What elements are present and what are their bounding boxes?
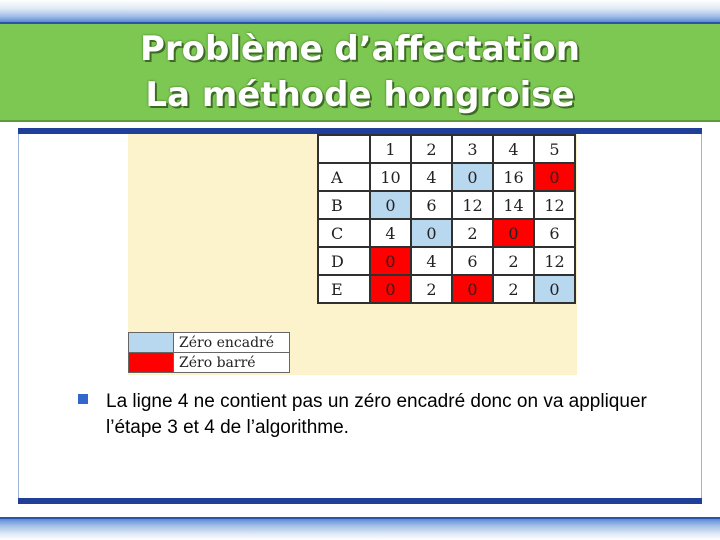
matrix-cell: 0 — [452, 163, 493, 191]
matrix-header-row — [318, 135, 575, 163]
matrix-row — [318, 163, 575, 191]
matrix-cell: 12 — [534, 247, 575, 275]
matrix-cell: 0 — [370, 191, 411, 219]
matrix-cell: 6 — [534, 219, 575, 247]
matrix-corner-cell — [318, 135, 370, 163]
column-header: 3 — [452, 135, 493, 163]
bullet-square-icon — [78, 394, 88, 404]
matrix-row — [318, 247, 575, 275]
content-frame-bottom-border — [18, 498, 702, 504]
matrix-cell: 2 — [493, 247, 534, 275]
title-band — [0, 24, 720, 122]
matrix-cell: 0 — [534, 275, 575, 303]
legend-swatch — [129, 333, 174, 353]
legend-swatch — [129, 353, 174, 373]
slide-title-line-2: La méthode hongroise — [145, 75, 575, 115]
row-header: D — [318, 247, 370, 275]
matrix-cell: 6 — [411, 191, 452, 219]
matrix-cell: 0 — [370, 275, 411, 303]
matrix-cell: 0 — [370, 247, 411, 275]
column-header: 4 — [493, 135, 534, 163]
matrix-cell: 4 — [411, 163, 452, 191]
matrix-cell: 6 — [452, 247, 493, 275]
column-header: 1 — [370, 135, 411, 163]
matrix-cell: 12 — [452, 191, 493, 219]
matrix-cell: 10 — [370, 163, 411, 191]
matrix-row — [318, 275, 575, 303]
matrix-cell: 0 — [493, 219, 534, 247]
matrix-row — [318, 219, 575, 247]
row-header: B — [318, 191, 370, 219]
matrix-cell: 0 — [534, 163, 575, 191]
legend — [128, 332, 290, 373]
matrix-cell: 2 — [452, 219, 493, 247]
top-decorative-bar — [0, 0, 720, 22]
column-header: 5 — [534, 135, 575, 163]
matrix-cell: 2 — [411, 275, 452, 303]
matrix-cell: 16 — [493, 163, 534, 191]
legend-item-barred-zero — [129, 353, 290, 373]
row-header: A — [318, 163, 370, 191]
row-header: E — [318, 275, 370, 303]
matrix-cell: 2 — [493, 275, 534, 303]
matrix-cell: 12 — [534, 191, 575, 219]
bullet-text: La ligne 4 ne contient pas un zéro encadré donc on va appliquer l’étape 3 et 4 de l’algorithme. — [106, 391, 647, 438]
slide-title-line-1: Problème d’affectation — [139, 29, 581, 69]
row-header: C — [318, 219, 370, 247]
legend-label: Zéro encadré — [174, 333, 290, 353]
legend-label: Zéro barré — [174, 353, 290, 373]
matrix-row — [318, 191, 575, 219]
legend-item-boxed-zero — [129, 333, 290, 353]
column-header: 2 — [411, 135, 452, 163]
cost-matrix — [317, 134, 576, 304]
matrix-cell: 14 — [493, 191, 534, 219]
matrix-cell: 4 — [370, 219, 411, 247]
matrix-cell: 4 — [411, 247, 452, 275]
matrix-cell: 0 — [411, 219, 452, 247]
bottom-decorative-bar — [0, 519, 720, 540]
matrix-cell: 0 — [452, 275, 493, 303]
